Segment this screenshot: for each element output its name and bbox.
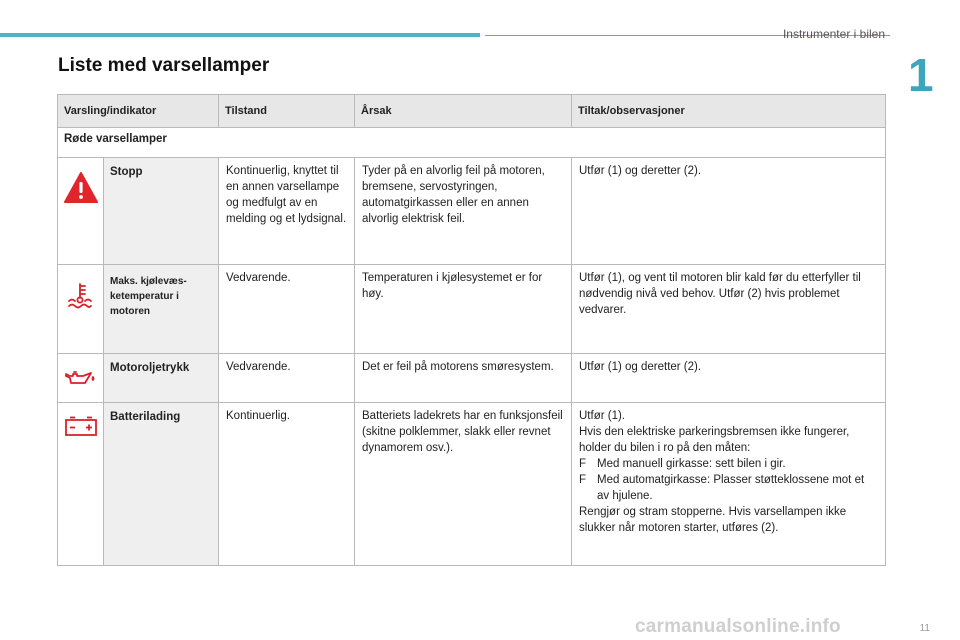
table-row (58, 354, 886, 403)
cause-text: Batteriets ladekrets har en funksjonsfeil (skitne polklemmer, slakk eller revnet dynamorem osv.). (355, 403, 572, 566)
indicator-name: Motoroljetrykk (104, 354, 219, 403)
action-text: Utfør (1), og vent til motoren blir kald før du etterfyller til nødvendig nivå ved behov. Utfør (2) hvis problemet vedvarer. (572, 265, 886, 354)
column-header-condition: Tilstand (219, 95, 355, 128)
column-header-action: Tiltak/observasjoner (572, 95, 886, 128)
condition-text: Vedvarende. (219, 354, 355, 403)
bullet-text: Med manuell girkasse: sett bilen i gir. (597, 458, 786, 470)
table-row (58, 403, 886, 566)
action-line: Hvis den elektriske parkeringsbremsen ikke fungerer, holder du bilen i ro på den måten: (579, 426, 850, 454)
indicator-name: Stopp (104, 158, 219, 265)
bullet-marker: F (579, 474, 587, 486)
action-intro: Utfør (1). (579, 410, 625, 422)
list-item (579, 472, 879, 504)
bullet-text: Med automatgirkasse: Plasser støtteklossene mot et av hjulene. (597, 474, 865, 502)
column-header-indicator: Varsling/indikator (58, 95, 219, 128)
warning-triangle-icon (63, 171, 99, 205)
coolant-temperature-icon (66, 281, 96, 311)
action-outro: Rengjør og stram stopperne. Hvis varsellampen ikke slukker når motoren starter, utføres (2). (579, 506, 847, 534)
page-title: Liste med varsellamper (58, 55, 270, 76)
list-item (579, 456, 879, 472)
action-text (572, 403, 886, 566)
header-accent-bar (0, 33, 480, 37)
oil-can-icon (64, 367, 98, 389)
page-number: 11 (919, 623, 930, 634)
table-row (58, 158, 886, 265)
indicator-name: Maks. kjølevæs-ketemperatur i motoren (104, 265, 219, 354)
cause-text: Tyder på en alvorlig feil på motoren, bremsene, servostyringen, automatgirkassen eller en annen alvorlig elektrisk feil. (355, 158, 572, 265)
icon-cell (58, 158, 104, 265)
table-row (58, 265, 886, 354)
section-title: Instrumenter i bilen (782, 27, 885, 41)
icon-cell (58, 354, 104, 403)
bullet-marker: F (579, 458, 587, 470)
cause-text: Temperaturen i kjølesystemet er for høy. (355, 265, 572, 354)
icon-cell (58, 265, 104, 354)
action-text: Utfør (1) og deretter (2). (572, 354, 886, 403)
section-row (58, 128, 886, 158)
icon-cell (58, 403, 104, 566)
warning-lamps-table (57, 94, 886, 566)
action-text: Utfør (1) og deretter (2). (572, 158, 886, 265)
indicator-name: Batterilading (104, 403, 219, 566)
column-header-cause: Årsak (355, 95, 572, 128)
cause-text: Det er feil på motorens smøresystem. (355, 354, 572, 403)
condition-text: Vedvarende. (219, 265, 355, 354)
condition-text: Kontinuerlig. (219, 403, 355, 566)
condition-text: Kontinuerlig, knyttet til en annen varsellampe og medfulgt av en melding og et lydsignal. (219, 158, 355, 265)
chapter-number: 1 (908, 49, 934, 101)
watermark: carmanualsonline.info (635, 616, 841, 637)
table-header-row (58, 95, 886, 128)
section-label: Røde varsellamper (58, 128, 886, 158)
battery-icon (64, 415, 98, 437)
